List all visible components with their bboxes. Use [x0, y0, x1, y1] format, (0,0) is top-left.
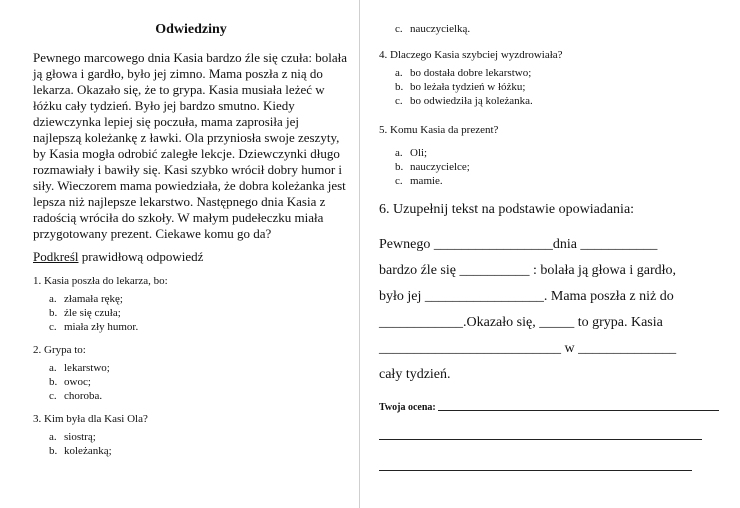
gap-line[interactable]: bardzo źle się __________ : bolała ją głowa i gardło, — [379, 263, 677, 278]
gap-line[interactable]: było jej _________________. Mama poszła z niż do — [379, 289, 674, 304]
answer-option[interactable]: c. miała zły humor. — [49, 321, 139, 333]
question-4 — [379, 49, 719, 108]
answer-options-continued — [379, 22, 719, 36]
exercise-6 — [379, 202, 719, 388]
writing-line[interactable] — [379, 439, 702, 440]
answer-options — [379, 146, 719, 188]
answer-option[interactable]: a. bo dostała dobre lekarstwo; — [395, 67, 532, 79]
gap-line[interactable]: __________________________ w ______________ — [379, 341, 677, 356]
score-field[interactable] — [379, 402, 719, 413]
answer-option[interactable]: b. koleżanką; — [49, 445, 112, 457]
answer-option[interactable]: b. bo leżała tydzień w łóżku; — [395, 81, 526, 93]
answer-option[interactable]: a. złamała rękę; — [49, 293, 123, 305]
answer-options — [379, 66, 719, 108]
question-text: 2. Grypa to: — [33, 344, 86, 356]
exercise-title: 6. Uzupełnij tekst na podstawie opowiadania: — [379, 202, 635, 217]
question-3 — [33, 413, 349, 458]
score-label: Twoja ocena: — [379, 402, 436, 413]
story-text: Pewnego marcowego dnia Kasia bardzo źle się czuła: bolała ją głowa i gardło, było jej zimno. Mama poszła z nią do lekarza. Okazało się, że to grypa. Kasia musiała leżeć w łóżku cały tydzień. Było jej bardzo smutno. Kiedy dziewczynka lepiej się poczuła, mama zaprosiła jej najlepszą koleżankę z ławki. Ola przyniosła swoje zeszyty, by Kasia mogła odrobić zaległe lekcje. Dziewczynki długo rozmawiały i bawiły się. Kasi szybko wrócił dobry humor i siły. Wieczorem mama powiedziała, że dobra koleżanka jest lepsza niż najlepsze lekarstwo. Następnego dnia Kasia z radością wróciła do szkoły. W małym pudełeczku miała przygotowany prezent. Ciekawe komu go da? — [33, 50, 348, 241]
answer-option[interactable]: b. nauczycielce; — [395, 161, 470, 173]
question-text: 3. Kim była dla Kasi Ola? — [33, 413, 148, 425]
answer-option[interactable]: c. bo odwiedziła ją koleżanka. — [395, 95, 533, 107]
column-divider — [359, 0, 360, 508]
answer-options — [33, 430, 349, 458]
instruction-rest: prawidłową odpowiedź — [78, 249, 204, 264]
gap-line[interactable]: Pewnego _________________dnia ___________ — [379, 237, 658, 252]
answer-option[interactable]: a. Oli; — [395, 147, 428, 159]
answer-options — [33, 292, 349, 334]
question-text: 5. Komu Kasia da prezent? — [379, 124, 499, 136]
answer-options — [33, 361, 349, 403]
answer-option[interactable]: a. lekarstwo; — [49, 362, 110, 374]
answer-option[interactable]: b. źle się czuła; — [49, 307, 121, 319]
left-column — [33, 22, 349, 468]
answer-option[interactable]: b. owoc; — [49, 376, 91, 388]
instruction-underlined: Podkreśl — [33, 249, 79, 264]
answer-option[interactable]: c. nauczycielką. — [395, 23, 471, 35]
question-1 — [33, 275, 349, 334]
gap-line[interactable]: cały tydzień. — [379, 367, 451, 382]
instruction — [33, 249, 349, 265]
right-column — [379, 22, 719, 471]
answer-option[interactable]: c. choroba. — [49, 390, 103, 402]
score-line[interactable] — [438, 409, 719, 411]
writing-line[interactable] — [379, 470, 692, 471]
question-2 — [33, 344, 349, 403]
answer-option[interactable]: c. mamie. — [395, 175, 443, 187]
question-text: 4. Dlaczego Kasia szybciej wyzdrowiała? — [379, 49, 563, 61]
question-text: 1. Kasia poszła do lekarza, bo: — [33, 275, 168, 287]
gap-line[interactable]: ____________.Okazało się, _____ to grypa. Kasia — [379, 315, 663, 330]
story-title: Odwiedziny — [155, 22, 227, 37]
question-5 — [379, 124, 719, 188]
answer-option[interactable]: a. siostrą; — [49, 431, 96, 443]
